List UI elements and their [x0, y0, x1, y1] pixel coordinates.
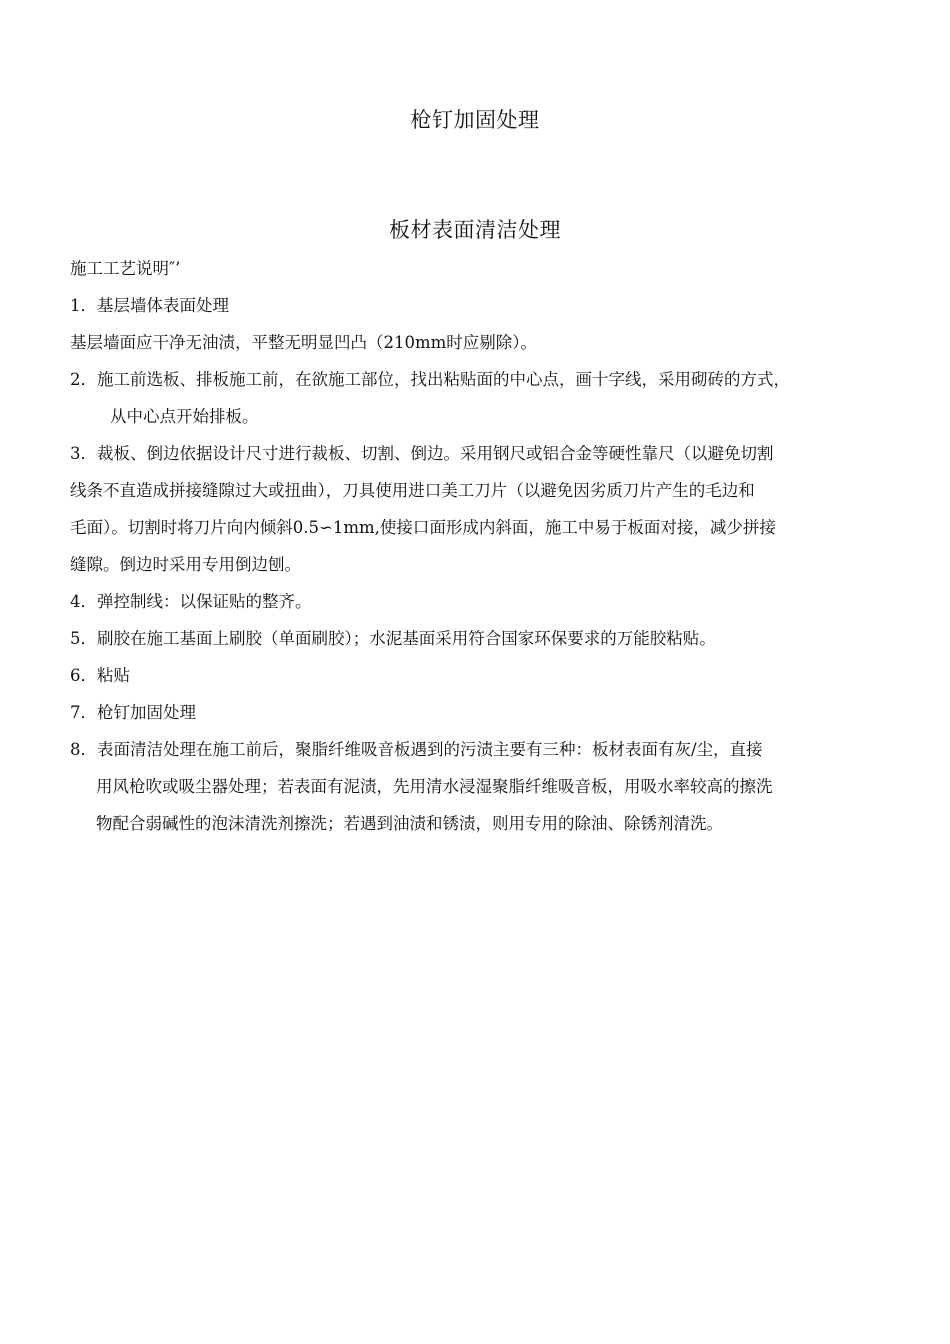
step-8-paragraph: [70, 731, 890, 842]
step-3-line-2: 线条不直造成拼接缝隙过大或扭曲），刀具使用进口美工刀片（以避免因劣质刀片产生的毛边和: [70, 481, 755, 500]
step-2-line-1: 2．施工前选板、排板施工前，在欲施工部位，找出粘贴面的中心点，画十字线，采用砌砖的方式，: [70, 370, 790, 389]
heading-board-surface-cleaning: 板材表面清洁处理: [389, 218, 561, 242]
step-3-paragraph: [70, 435, 890, 583]
step-4: 4．弹控制线：以保证贴的整齐。: [70, 592, 312, 611]
step-3-line-3: 毛面）。切割时将刀片向内倾斜0.5∽1mm,使接口面形成内斜面，施工中易于板面对接，减少拼接: [70, 518, 776, 537]
step-1-text: 基层墙面应干净无油渍，平整无明显凹凸（210mm时应剔除）。: [70, 333, 538, 352]
document-body: [70, 250, 890, 842]
step-1-heading: 1．基层墙体表面处理: [70, 296, 229, 315]
step-8-line-2: 用风枪吹或吸尘器处理；若表面有泥渍，先用清水浸湿聚脂纤维吸音板，用吸水率较高的擦洗: [96, 777, 773, 796]
step-6: 6．粘贴: [70, 666, 130, 685]
heading-nail-gun-reinforcement: 枪钉加固处理: [410, 108, 540, 132]
step-5: 5．刷胶在施工基面上刷胶（单面刷胶）；水泥基面采用符合国家环保要求的万能胶粘贴。: [70, 629, 716, 648]
step-8-line-3: 物配合弱碱性的泡沫清洗剂擦洗；若遇到油渍和锈渍，则用专用的除油、除锈剂清洗。: [96, 814, 723, 833]
step-8-line-1: 8．表面清洁处理在施工前后，聚脂纤维吸音板遇到的污渍主要有三种：板材表面有灰/尘，直接: [70, 740, 763, 759]
step-2-paragraph: [70, 361, 890, 435]
step-3-line-1: 3．裁板、倒边依据设计尺寸进行裁板、切割、倒边。采用钢尺或铝合金等硬性靠尺（以避免切割: [70, 444, 774, 463]
step-3-line-4: 缝隙。倒边时采用专用倒边刨。: [70, 555, 301, 574]
step-2-line-2: 从中心点开始排板。: [110, 407, 259, 426]
step-7: 7．枪钉加固处理: [70, 703, 196, 722]
section-intro: 施工工艺说明″’: [70, 259, 181, 278]
